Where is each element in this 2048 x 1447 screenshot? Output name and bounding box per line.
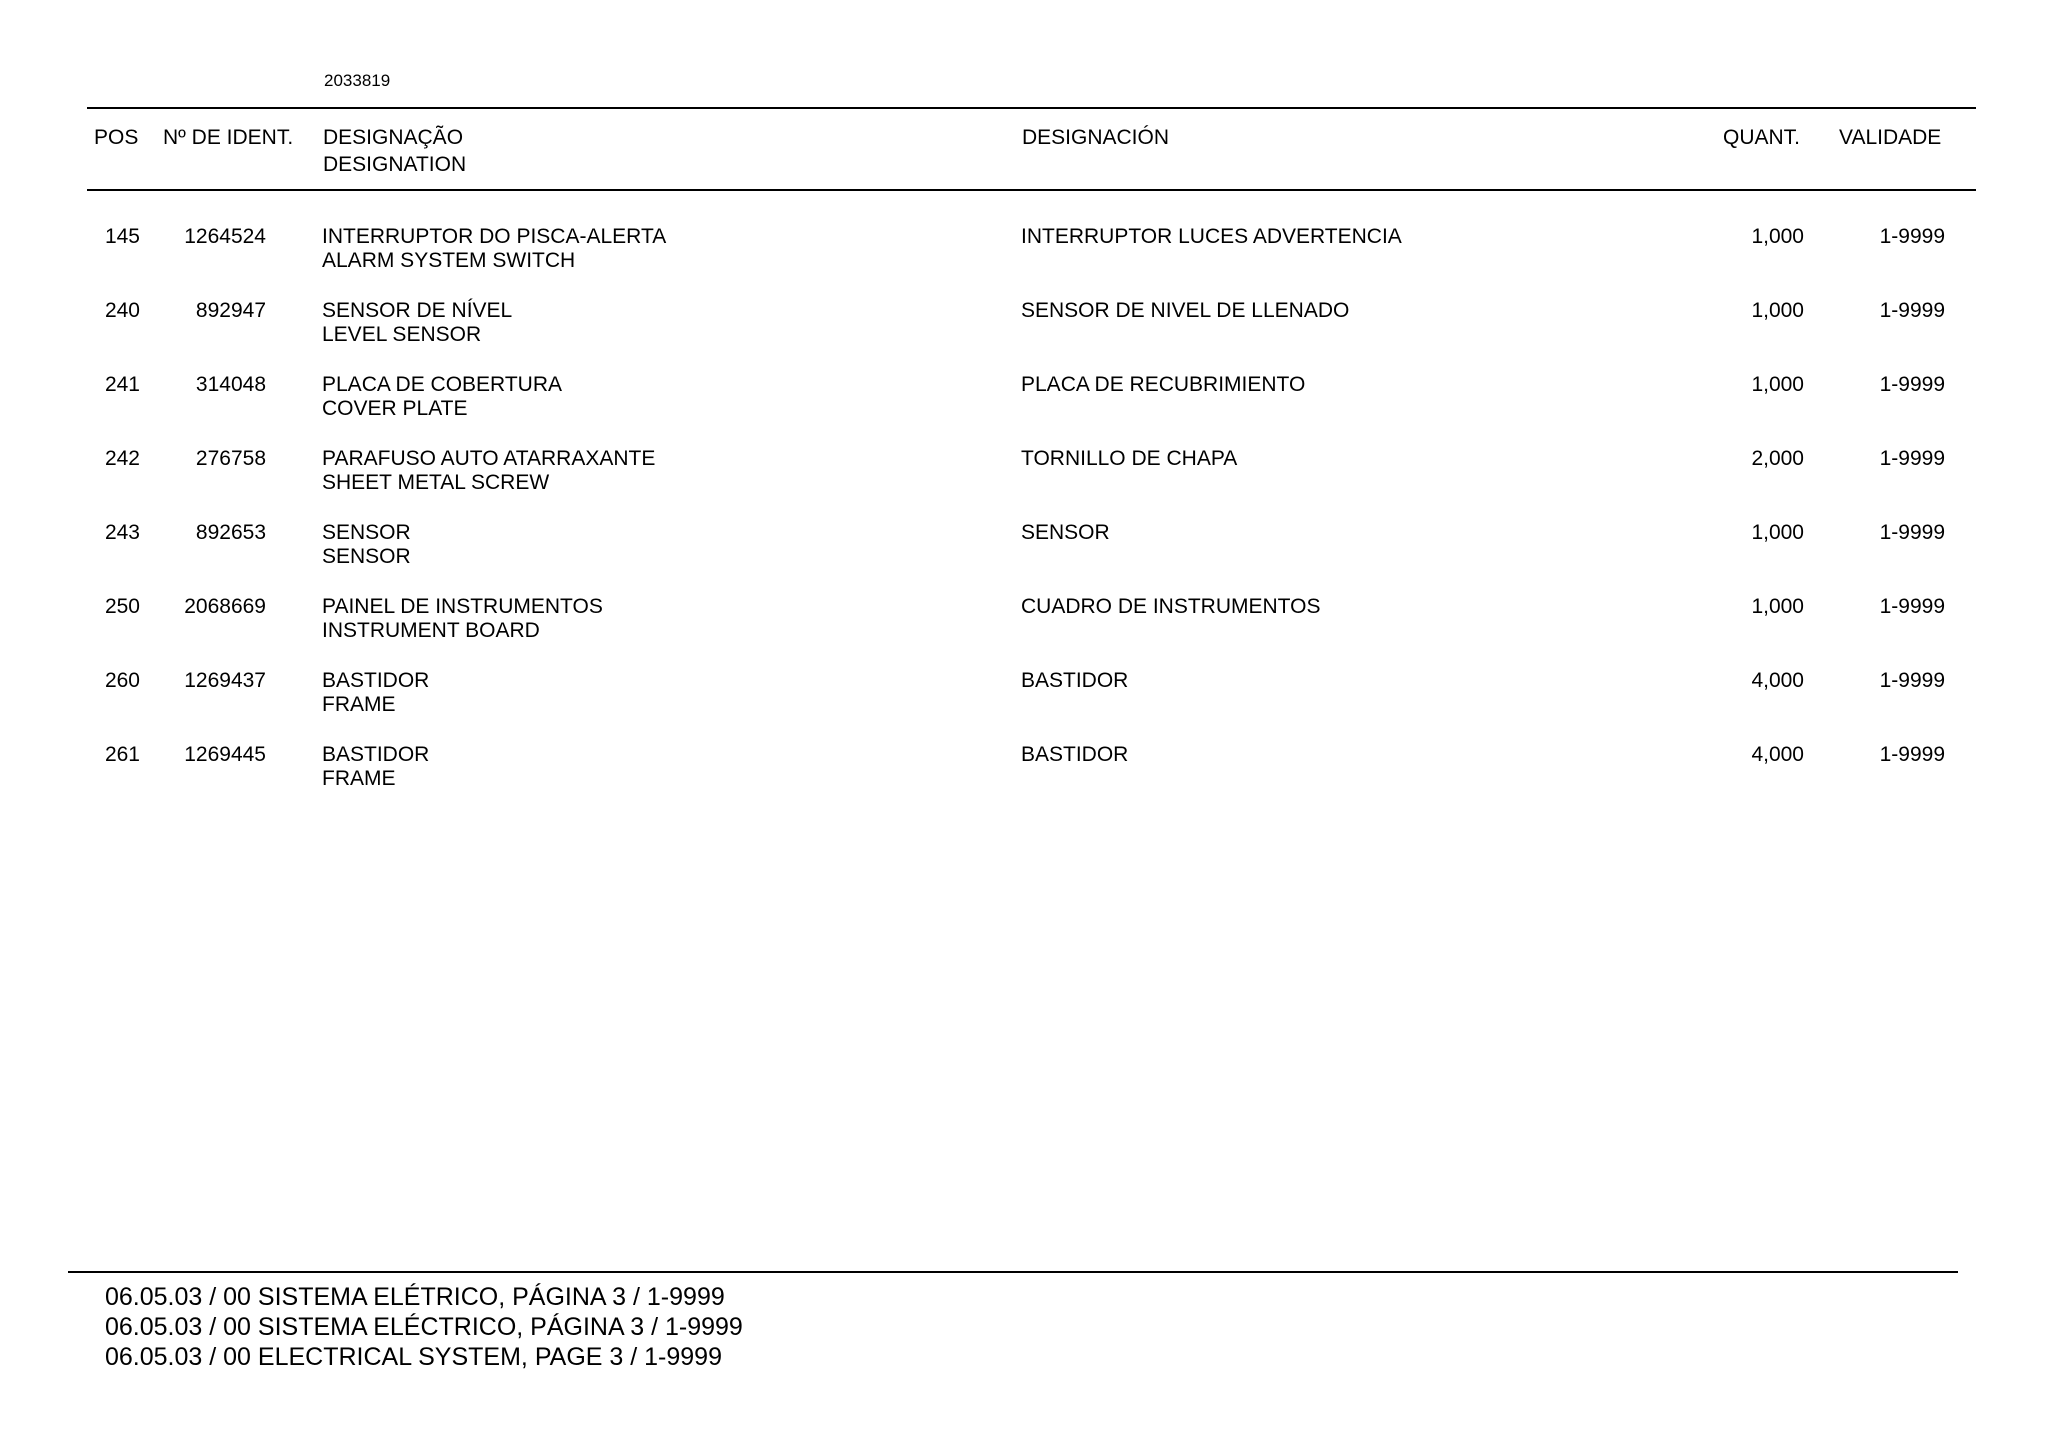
cell-designacao: PAINEL DE INSTRUMENTOS <box>322 595 603 618</box>
cell-designation: SHEET METAL SCREW <box>322 471 550 494</box>
cell-designacion: CUADRO DE INSTRUMENTOS <box>1021 595 1321 618</box>
cell-designation: INSTRUMENT BOARD <box>322 619 540 642</box>
column-header-designacao: DESIGNAÇÃO <box>323 126 464 149</box>
cell-ident: 1269445 <box>184 743 266 766</box>
cell-designacao: BASTIDOR <box>322 669 430 692</box>
column-header-pos: POS <box>94 126 139 149</box>
table-row <box>0 595 2048 669</box>
cell-validity: 1-9999 <box>1879 595 1945 618</box>
cell-designation: SENSOR <box>322 545 411 568</box>
page-footer <box>105 1282 743 1372</box>
cell-ident: 276758 <box>195 447 266 470</box>
document-id: 2033819 <box>324 71 391 90</box>
cell-quantity: 4,000 <box>1751 669 1804 692</box>
cell-ident: 1269437 <box>184 669 266 692</box>
cell-designacao: BASTIDOR <box>322 743 430 766</box>
footer-line: 06.05.03 / 00 ELECTRICAL SYSTEM, PAGE 3 / 1-9999 <box>105 1343 722 1371</box>
table-row <box>0 743 2048 817</box>
cell-quantity: 2,000 <box>1751 447 1804 470</box>
column-header-quant: QUANT. <box>1723 126 1801 149</box>
cell-designation: COVER PLATE <box>322 397 468 420</box>
cell-validity: 1-9999 <box>1879 669 1945 692</box>
cell-quantity: 4,000 <box>1751 743 1804 766</box>
cell-ident: 314048 <box>195 373 266 396</box>
cell-pos: 242 <box>104 447 140 470</box>
footer-rule <box>68 1271 1958 1273</box>
cell-pos: 261 <box>104 743 140 766</box>
cell-ident: 892947 <box>195 299 266 322</box>
column-header-designation-en: DESIGNATION <box>323 153 467 176</box>
cell-designacao: PLACA DE COBERTURA <box>322 373 563 396</box>
cell-designacion: PLACA DE RECUBRIMIENTO <box>1021 373 1306 396</box>
cell-designacion: BASTIDOR <box>1021 743 1129 766</box>
cell-ident: 892653 <box>195 521 266 544</box>
cell-designation: ALARM SYSTEM SWITCH <box>322 249 576 272</box>
cell-designation: FRAME <box>322 767 396 790</box>
column-header-ident: Nº DE IDENT. <box>163 126 294 149</box>
table-row <box>0 299 2048 373</box>
cell-designacion: BASTIDOR <box>1021 669 1129 692</box>
cell-designacao: SENSOR <box>322 521 411 544</box>
cell-designation: FRAME <box>322 693 396 716</box>
cell-designacao: INTERRUPTOR DO PISCA-ALERTA <box>322 225 667 248</box>
table-row <box>0 225 2048 299</box>
table-row <box>0 669 2048 743</box>
cell-designacao: PARAFUSO AUTO ATARRAXANTE <box>322 447 656 470</box>
cell-pos: 243 <box>104 521 140 544</box>
cell-quantity: 1,000 <box>1751 595 1804 618</box>
table-row <box>0 447 2048 521</box>
column-header-validade: VALIDADE <box>1839 126 1942 149</box>
cell-designacao: SENSOR DE NÍVEL <box>322 299 513 322</box>
cell-quantity: 1,000 <box>1751 521 1804 544</box>
cell-pos: 240 <box>104 299 140 322</box>
cell-pos: 145 <box>104 225 140 248</box>
footer-line: 06.05.03 / 00 SISTEMA ELÉTRICO, PÁGINA 3 / 1-9999 <box>105 1283 725 1311</box>
cell-quantity: 1,000 <box>1751 225 1804 248</box>
cell-ident: 2068669 <box>184 595 266 618</box>
cell-quantity: 1,000 <box>1751 373 1804 396</box>
cell-designacion: TORNILLO DE CHAPA <box>1021 447 1238 470</box>
table-row <box>0 373 2048 447</box>
cell-designacion: SENSOR <box>1021 521 1110 544</box>
header-top-rule <box>87 107 1976 109</box>
cell-designacion: INTERRUPTOR LUCES ADVERTENCIA <box>1021 225 1402 248</box>
cell-ident: 1264524 <box>184 225 266 248</box>
cell-validity: 1-9999 <box>1879 373 1945 396</box>
parts-table <box>0 225 2048 817</box>
cell-validity: 1-9999 <box>1879 521 1945 544</box>
cell-validity: 1-9999 <box>1879 447 1945 470</box>
cell-validity: 1-9999 <box>1879 743 1945 766</box>
cell-validity: 1-9999 <box>1879 225 1945 248</box>
cell-designacion: SENSOR DE NIVEL DE LLENADO <box>1021 299 1350 322</box>
header-bottom-rule <box>87 189 1976 191</box>
cell-quantity: 1,000 <box>1751 299 1804 322</box>
column-header-designacion: DESIGNACIÓN <box>1022 126 1170 149</box>
cell-designation: LEVEL SENSOR <box>322 323 482 346</box>
cell-pos: 260 <box>104 669 140 692</box>
cell-pos: 250 <box>104 595 140 618</box>
cell-pos: 241 <box>104 373 140 396</box>
table-row <box>0 521 2048 595</box>
cell-validity: 1-9999 <box>1879 299 1945 322</box>
footer-line: 06.05.03 / 00 SISTEMA ELÉCTRICO, PÁGINA 3 / 1-9999 <box>105 1313 743 1341</box>
column-header-designation <box>323 124 466 178</box>
